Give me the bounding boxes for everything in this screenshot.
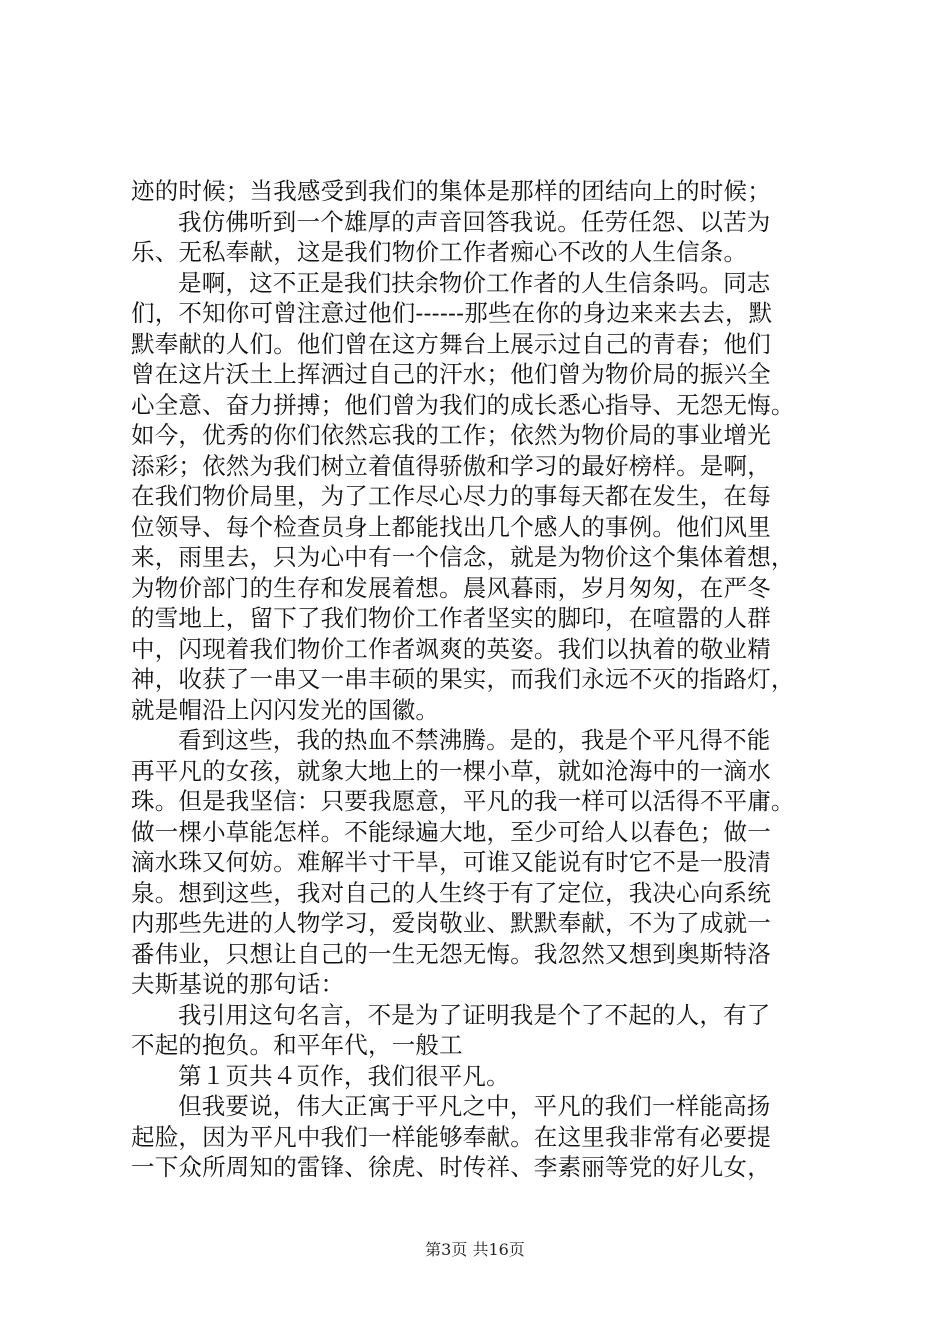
text-line: 不起的抱负。和平年代，一般工 [131,1031,463,1059]
text-line: 位领导、每个检查员身上都能找出几个感人的事例。他们风里 [131,512,771,541]
text-line: 看到这些，我的热血不禁沸腾。是的，我是个平凡得不能 [178,726,771,754]
text-line: 神，收获了一串又一串丰硕的果实，而我们永远不灭的指路灯， [131,665,795,693]
text-line: 迹的时候；当我感受到我们的集体是那样的团结向上的时候； [131,177,771,205]
text-line: 是啊，这不正是我们扶余物价工作者的人生信条吗。同志 [178,268,771,297]
text-line: 为物价部门的生存和发展着想。晨风暮雨，岁月匆匆，在严冬 [131,573,771,602]
text-line: 起脸，因为平凡中我们一样能够奉献。在这里我非常有必要提 [131,1122,771,1151]
text-line: 中，闪现着我们物价工作者飒爽的英姿。我们以执着的敬业精 [131,634,771,663]
text-line: 默奉献的人们。他们曾在这方舞台上展示过自己的青春；他们 [131,329,771,358]
text-line: 番伟业，只想让自己的一生无怨无悔。我忽然又想到奥斯特洛 [131,939,771,968]
text-line: 曾在这片沃土上挥洒过自己的汗水；他们曾为物价局的振兴全 [131,360,771,388]
text-line: 心全意、奋力拼搏；他们曾为我们的成长悉心指导、无怨无悔。 [131,390,795,419]
text-line: 珠。但是我坚信：只要我愿意，平凡的我一样可以活得不平庸。 [131,787,795,815]
text-line: 乐、无私奉献，这是我们物价工作者痴心不改的人生信条。 [131,238,748,266]
text-line: 就是帽沿上闪闪发光的国徽。 [131,695,440,724]
text-line: 的雪地上，留下了我们物价工作者坚实的脚印，在喧嚣的人群 [131,604,771,632]
text-line: 们，不知你可曾注意过他们------那些在你的身边来来去去，默 [131,299,773,327]
text-line: 夫斯基说的那句话： [131,970,345,998]
text-line: 再平凡的女孩，就象大地上的一棵小草，就如沧海中的一滴水 [131,756,771,785]
page-footer: 第3页 共16页 [425,1240,525,1259]
text-line: 我引用这句名言，不是为了证明我是个了不起的人，有了 [178,1000,771,1029]
text-line: 第１页共４页作，我们很平凡。 [178,1061,510,1090]
text-line: 添彩；依然为我们树立着值得骄傲和学习的最好榜样。是啊， [131,451,771,480]
text-line: 一下众所周知的雷锋、徐虎、时传祥、李素丽等党的好儿女， [131,1153,771,1181]
text-line: 如今，优秀的你们依然忘我的工作；依然为物价局的事业增光 [131,421,771,449]
text-line: 做一棵小草能怎样。不能绿遍大地，至少可给人以春色；做一 [131,817,771,846]
body-text [131,176,831,1183]
text-line: 泉。想到这些，我对自己的人生终于有了定位，我决心向系统 [131,878,771,907]
text-line: 来，雨里去，只为心中有一个信念，就是为物价这个集体着想， [131,543,795,571]
text-line: 滴水珠又何妨。难解半寸干旱，可谁又能说有时它不是一股清 [131,848,771,876]
text-line: 我仿佛听到一个雄厚的声音回答我说。任劳任怨、以苦为 [178,207,771,236]
text-line: 但我要说，伟大正寓于平凡之中，平凡的我们一样能高扬 [178,1092,771,1120]
text-line: 在我们物价局里，为了工作尽心尽力的事每天都在发生，在每 [131,482,771,510]
text-line: 内那些先进的人物学习，爱岗敬业、默默奉献，不为了成就一 [131,909,771,937]
